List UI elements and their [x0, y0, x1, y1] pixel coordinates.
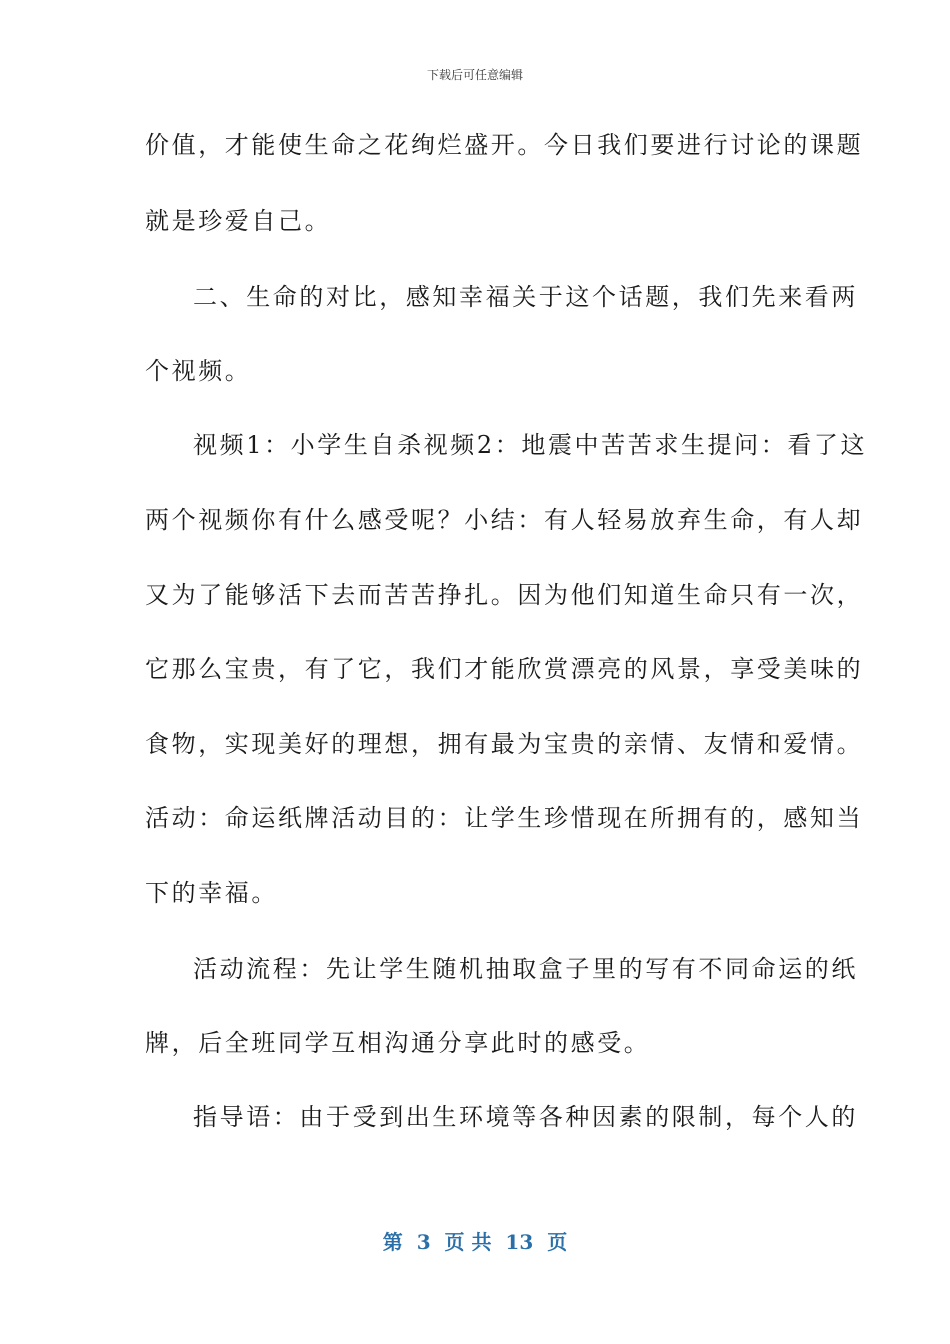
- body-line: 二、生命的对比，感知幸福关于这个话题，我们先来看两: [193, 283, 858, 311]
- body-line: 指导语：由于受到出生环境等各种因素的限制，每个人的: [193, 1103, 858, 1131]
- page-footer: 第 3 页 共 13 页: [382, 1230, 568, 1254]
- body-line: 就是珍爱自己。: [145, 207, 332, 235]
- body-line: 两个视频你有什么感受呢？小结：有人轻易放弃生命，有人却: [145, 506, 864, 534]
- body-line: 牌，后全班同学互相沟通分享此时的感受。: [145, 1029, 651, 1057]
- body-line: 又为了能够活下去而苦苦挣扎。因为他们知道生命只有一次，: [145, 581, 864, 609]
- body-line: 活动流程：先让学生随机抽取盒子里的写有不同命运的纸: [193, 955, 858, 983]
- body-line: 个视频。: [145, 357, 252, 385]
- body-line: 下的幸福。: [145, 879, 278, 907]
- page-header: 下载后可任意编辑: [426, 68, 523, 82]
- body-line: 价值，才能使生命之花绚烂盛开。今日我们要进行讨论的课题: [145, 131, 864, 159]
- body-line: 食物，实现美好的理想，拥有最为宝贵的亲情、友情和爱情。: [145, 730, 864, 758]
- body-line: 活动：命运纸牌活动目的：让学生珍惜现在所拥有的，感知当: [145, 804, 864, 832]
- body-line: 视频1：小学生自杀视频2：地震中苦苦求生提问：看了这: [193, 431, 868, 459]
- body-line: 它那么宝贵，有了它，我们才能欣赏漂亮的风景，享受美味的: [145, 655, 864, 683]
